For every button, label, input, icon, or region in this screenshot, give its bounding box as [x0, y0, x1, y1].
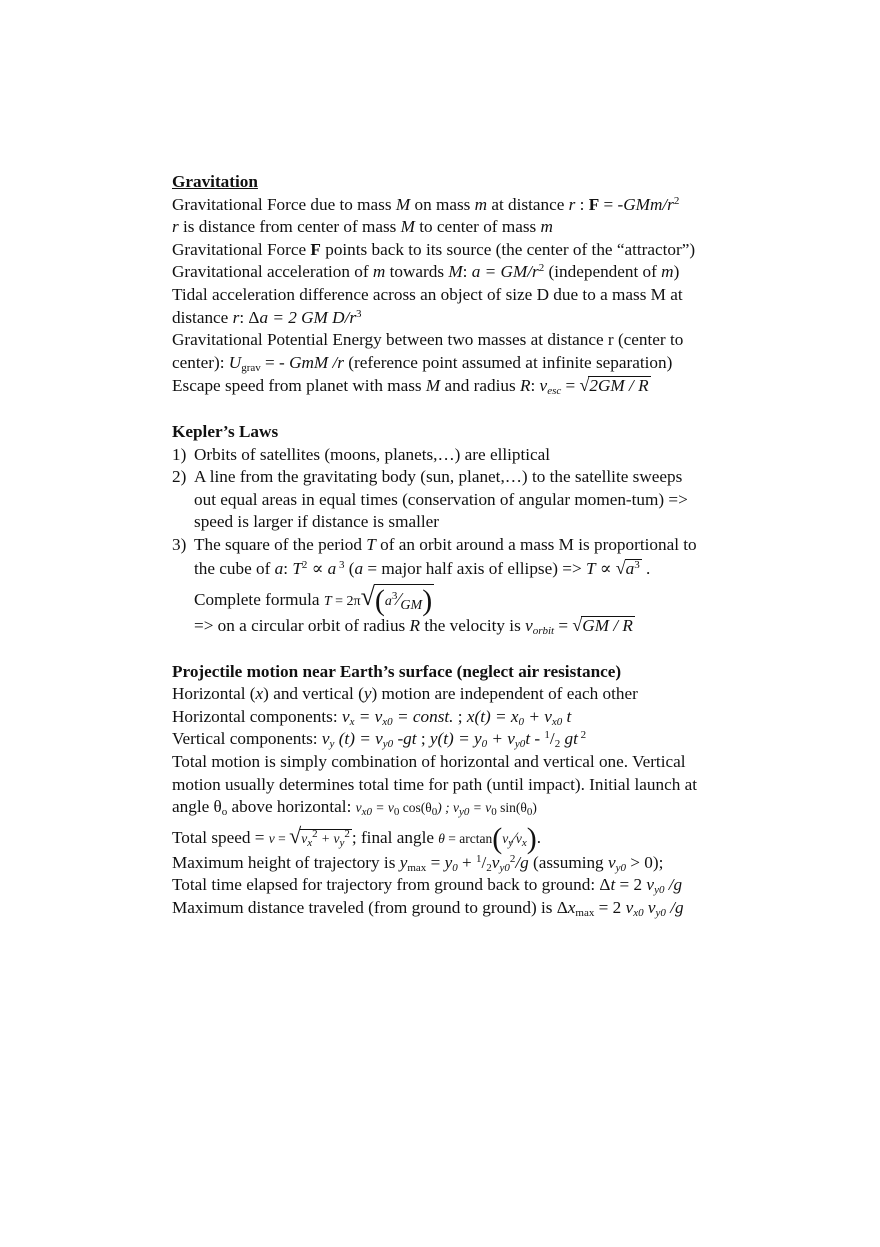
- section-gap: [172, 638, 732, 661]
- section-heading-projectile: Projectile motion near Earth’s surface (neglect air resistance): [172, 661, 622, 681]
- tidal-formula-line: [172, 307, 732, 330]
- symbol: m: [372, 262, 386, 282]
- superscript: 2: [344, 827, 350, 840]
- formula: (t) = x: [474, 706, 519, 726]
- fraction-denominator: v: [515, 830, 522, 846]
- total-time-line: [172, 874, 732, 897]
- symbol: T: [323, 594, 332, 610]
- text: =: [554, 616, 573, 636]
- complete-formula-line: [172, 580, 732, 618]
- text: ): [673, 262, 680, 282]
- subscript: esc: [547, 385, 562, 398]
- text: distance: [172, 307, 233, 327]
- symbol: T: [292, 558, 302, 578]
- fraction-slash-icon: ⁄: [513, 829, 516, 847]
- subscript: orbit: [532, 625, 555, 638]
- subscript: x: [307, 836, 313, 849]
- radicand: GM / R: [582, 616, 633, 636]
- symbol: x: [567, 898, 576, 918]
- text: :: [575, 194, 589, 214]
- formula: sin(θ: [496, 800, 527, 816]
- text: Total speed =: [172, 827, 269, 847]
- symbol: x: [255, 684, 264, 704]
- text: : Δ: [239, 307, 260, 327]
- text: = -: [599, 194, 624, 214]
- symbol: v: [525, 616, 533, 636]
- paren-icon: ): [422, 584, 433, 618]
- superscript: 2: [577, 729, 587, 742]
- text: ;: [416, 729, 430, 749]
- symbol: F: [588, 194, 600, 214]
- superscript: 2: [673, 194, 680, 207]
- symbol: y: [399, 852, 408, 872]
- subscript: y: [329, 738, 335, 751]
- subscript: x: [521, 836, 527, 849]
- paren-icon: ): [526, 821, 537, 855]
- max-height-line: [172, 852, 732, 875]
- subscript: x0: [633, 907, 644, 920]
- symbol: m: [540, 217, 553, 237]
- document-page: [172, 171, 732, 920]
- symbol: y: [444, 852, 453, 872]
- subscript: y0: [514, 738, 526, 751]
- max-distance-line: [172, 897, 732, 920]
- subscript: 0: [518, 715, 525, 728]
- subscript: y0: [615, 861, 626, 874]
- text: /: [481, 852, 487, 872]
- text: ;: [453, 706, 467, 726]
- subscript: o: [221, 806, 228, 819]
- formula: /g: [515, 852, 529, 872]
- list-item: [172, 444, 732, 467]
- total-speed-line: [172, 820, 732, 855]
- square-root-icon: √: [579, 375, 590, 396]
- list-number: 1): [172, 444, 187, 464]
- symbol: r: [568, 194, 576, 214]
- section-heading-gravitation: Gravitation: [172, 172, 258, 191]
- text: Complete formula: [194, 590, 324, 610]
- independence-line: [172, 683, 732, 706]
- subscript: x0: [361, 806, 373, 819]
- subscript: 0: [431, 806, 438, 819]
- vertical-motion-line: motion usually determines total time for path (until impact). Initial launch at: [172, 774, 698, 794]
- subscript: max: [407, 861, 427, 874]
- subscript: 2: [486, 861, 492, 874]
- text: ) motion are independent of each other: [371, 684, 638, 704]
- subscript: y0: [499, 861, 510, 874]
- gravitation-force-line: [172, 194, 732, 217]
- text: = major half axis of ellipse) =>: [363, 558, 586, 578]
- text: angle θ: [172, 797, 222, 817]
- text: (independent of: [544, 262, 662, 282]
- text: Horizontal components:: [172, 706, 342, 726]
- subscript: grav: [241, 361, 261, 374]
- symbol: v: [355, 800, 362, 816]
- paren-icon: (: [374, 584, 385, 618]
- text: +: [457, 852, 477, 872]
- text: center):: [172, 352, 229, 372]
- symbol: v: [268, 830, 275, 846]
- list-number: 3): [172, 534, 187, 554]
- symbol: a: [274, 558, 284, 578]
- square-root-icon: √: [289, 822, 302, 848]
- formula: t: [562, 706, 572, 726]
- text: (: [344, 558, 355, 578]
- text: -: [530, 729, 545, 749]
- text: and radius: [440, 376, 520, 396]
- superscript: 3: [336, 558, 345, 571]
- subscript: y0: [655, 907, 666, 920]
- text: > 0);: [625, 852, 664, 872]
- text: Total time elapsed for trajectory from ground back to ground: Δ: [172, 875, 611, 895]
- formula: ) ; v: [437, 800, 459, 816]
- text: to center of mass: [414, 217, 541, 237]
- symbol: m: [474, 194, 488, 214]
- subscript: y0: [654, 884, 665, 897]
- superscript: 2: [509, 852, 516, 865]
- text: ) and vertical (: [263, 684, 364, 704]
- text: of an orbit around a mass M is proportional to the cube of: [194, 534, 697, 578]
- radicand: a: [625, 558, 635, 578]
- symbol: r: [172, 217, 179, 237]
- list-number: 2): [172, 467, 187, 487]
- text: Gravitational Force due to mass: [172, 194, 396, 214]
- symbol: v: [301, 830, 308, 846]
- square-root-icon: √: [360, 582, 375, 612]
- symbol: x: [466, 706, 475, 726]
- formula: GmM /r: [289, 352, 344, 372]
- formula: /g: [664, 875, 683, 895]
- subscript: 0: [491, 806, 497, 819]
- text: = -: [260, 352, 290, 372]
- text: the velocity is: [420, 616, 526, 636]
- text: Horizontal (: [172, 684, 256, 704]
- text: ∝: [595, 558, 616, 578]
- square-root-icon: √: [572, 615, 583, 636]
- gravitational-acceleration-line: [172, 261, 732, 284]
- symbol: U: [228, 352, 242, 372]
- formula: = v: [469, 800, 492, 816]
- formula: cos(θ: [399, 800, 432, 816]
- symbol: v: [625, 898, 634, 918]
- text: Maximum distance traveled (from ground to ground) is Δ: [172, 898, 568, 918]
- escape-speed-line: [172, 374, 732, 398]
- text: (reference point assumed at infinite separation): [343, 352, 673, 372]
- symbol: r: [232, 307, 240, 327]
- text: Gravitational Force: [172, 239, 311, 259]
- fraction-slash-icon: ⁄: [397, 589, 401, 610]
- list-item: [172, 466, 706, 534]
- text: = 2: [615, 875, 647, 895]
- total-motion-line: Total motion is simply combination of horizontal and vertical one. Vertical: [172, 752, 686, 772]
- symbol: M: [395, 194, 411, 214]
- formula: + v: [317, 830, 340, 846]
- formula: (t) = v: [334, 729, 383, 749]
- text: is distance from center of mass: [178, 217, 401, 237]
- formula: ): [532, 800, 537, 816]
- text: :: [283, 558, 293, 578]
- subscript: 0: [393, 806, 400, 819]
- formula: (t) = y: [437, 729, 482, 749]
- symbol: v: [341, 706, 350, 726]
- list-item-text: A line from the gravitating body (sun, planet,…) to the satellite sweeps out equal areas in equal times (conservation of angular momen-tum) => speed is larger if distance is smaller: [194, 467, 688, 532]
- fraction-denominator: GM: [400, 598, 423, 614]
- formula: + v: [487, 729, 515, 749]
- subscript: y0: [382, 738, 394, 751]
- radicand: 2GM / R: [589, 376, 649, 396]
- subscript: y: [339, 836, 345, 849]
- superscript: 2: [312, 827, 318, 840]
- subscript: 0: [526, 806, 533, 819]
- superscript: 3: [634, 558, 640, 571]
- formula: = const.: [392, 706, 454, 726]
- circular-orbit-line: [172, 614, 732, 638]
- distance-definition-line: [172, 216, 732, 239]
- symbol: t: [610, 875, 616, 895]
- text: =: [426, 852, 445, 872]
- subscript: x: [349, 715, 355, 728]
- subscript: 0: [481, 738, 488, 751]
- formula: /g: [665, 898, 684, 918]
- superscript: 1: [476, 852, 482, 865]
- text: on mass: [410, 194, 475, 214]
- text: .: [641, 558, 651, 578]
- text: Maximum height of trajectory is: [172, 852, 400, 872]
- text: (assuming: [528, 852, 608, 872]
- symbol: v: [607, 852, 616, 872]
- text: above horizontal:: [227, 797, 356, 817]
- symbol: M: [448, 262, 463, 282]
- square-root-icon: √: [615, 557, 626, 578]
- subscript: 0: [452, 861, 458, 874]
- text: ; final angle: [351, 827, 439, 847]
- subscript: y0: [458, 806, 470, 819]
- text: The square of the period: [194, 534, 367, 554]
- symbol: T: [366, 534, 376, 554]
- superscript: 3: [356, 307, 362, 320]
- launch-angle-line: [172, 796, 732, 820]
- symbol: θ: [438, 830, 445, 846]
- fraction-numerator: v: [502, 830, 509, 846]
- symbol: M: [425, 376, 441, 396]
- text: /: [549, 729, 555, 749]
- kepler-laws-list: [172, 444, 732, 581]
- vertical-components-line: [172, 728, 732, 751]
- superscript: 1: [544, 729, 550, 742]
- symbol: m: [661, 262, 674, 282]
- subscript: 2: [554, 738, 561, 751]
- text: :: [462, 262, 472, 282]
- formula: gt: [560, 729, 578, 749]
- symbol: v: [647, 898, 656, 918]
- symbol: M: [400, 217, 415, 237]
- formula: = v: [372, 800, 394, 816]
- text: => on a circular orbit of radius: [194, 616, 410, 636]
- section-gap: [172, 398, 732, 421]
- symbol: y: [363, 684, 372, 704]
- potential-energy-line: Gravitational Potential Energy between two masses at distance r (center to: [172, 330, 684, 350]
- formula: a = 2 GM D/r: [259, 307, 357, 327]
- subscript: x0: [382, 715, 393, 728]
- symbol: a: [327, 558, 337, 578]
- text: points back to its source (the center of the “attractor”): [320, 239, 696, 259]
- symbol: T: [585, 558, 596, 578]
- symbol: v: [321, 729, 330, 749]
- text: Gravitational acceleration of: [172, 262, 373, 282]
- symbol: a: [354, 558, 364, 578]
- section-heading-kepler: Kepler’s Laws: [172, 421, 279, 441]
- fraction-numerator: a: [384, 594, 392, 610]
- tidal-acceleration-line: Tidal acceleration difference across an object of size D due to a mass M at: [172, 284, 683, 304]
- symbol: F: [310, 239, 321, 259]
- text: ∝: [307, 558, 328, 578]
- formula: = arctan: [444, 830, 493, 846]
- text: .: [536, 827, 542, 847]
- formula: t: [525, 729, 531, 749]
- superscript: 2: [301, 558, 308, 571]
- symbol: y: [429, 729, 438, 749]
- text: :: [530, 376, 540, 396]
- text: Escape speed from planet with mass: [172, 376, 426, 396]
- text: = 2π: [331, 594, 361, 610]
- formula: + v: [524, 706, 552, 726]
- formula: =: [274, 830, 290, 846]
- formula: -gt: [393, 729, 417, 749]
- text: Vertical components:: [172, 729, 322, 749]
- formula: = v: [354, 706, 383, 726]
- text: = 2: [594, 898, 626, 918]
- symbol: R: [519, 376, 531, 396]
- formula: a = GM/r: [471, 262, 539, 282]
- force-direction-line: [172, 239, 732, 262]
- symbol: R: [409, 616, 421, 636]
- symbol: v: [539, 376, 548, 396]
- superscript: 2: [538, 262, 545, 275]
- text: at distance: [487, 194, 569, 214]
- potential-energy-formula-line: [172, 352, 732, 375]
- subscript: max: [575, 907, 595, 920]
- superscript: 3: [391, 590, 398, 603]
- symbol: v: [646, 875, 655, 895]
- symbol: v: [491, 852, 500, 872]
- list-item: [172, 534, 710, 580]
- list-item-text: Orbits of satellites (moons, planets,…) are elliptical: [194, 444, 551, 464]
- text: =: [561, 376, 580, 396]
- text: towards: [385, 262, 449, 282]
- subscript: x0: [551, 715, 563, 728]
- subscript: y: [508, 836, 514, 849]
- horizontal-components-line: [172, 706, 732, 729]
- formula: GMm/r: [623, 194, 674, 214]
- paren-icon: (: [492, 821, 503, 855]
